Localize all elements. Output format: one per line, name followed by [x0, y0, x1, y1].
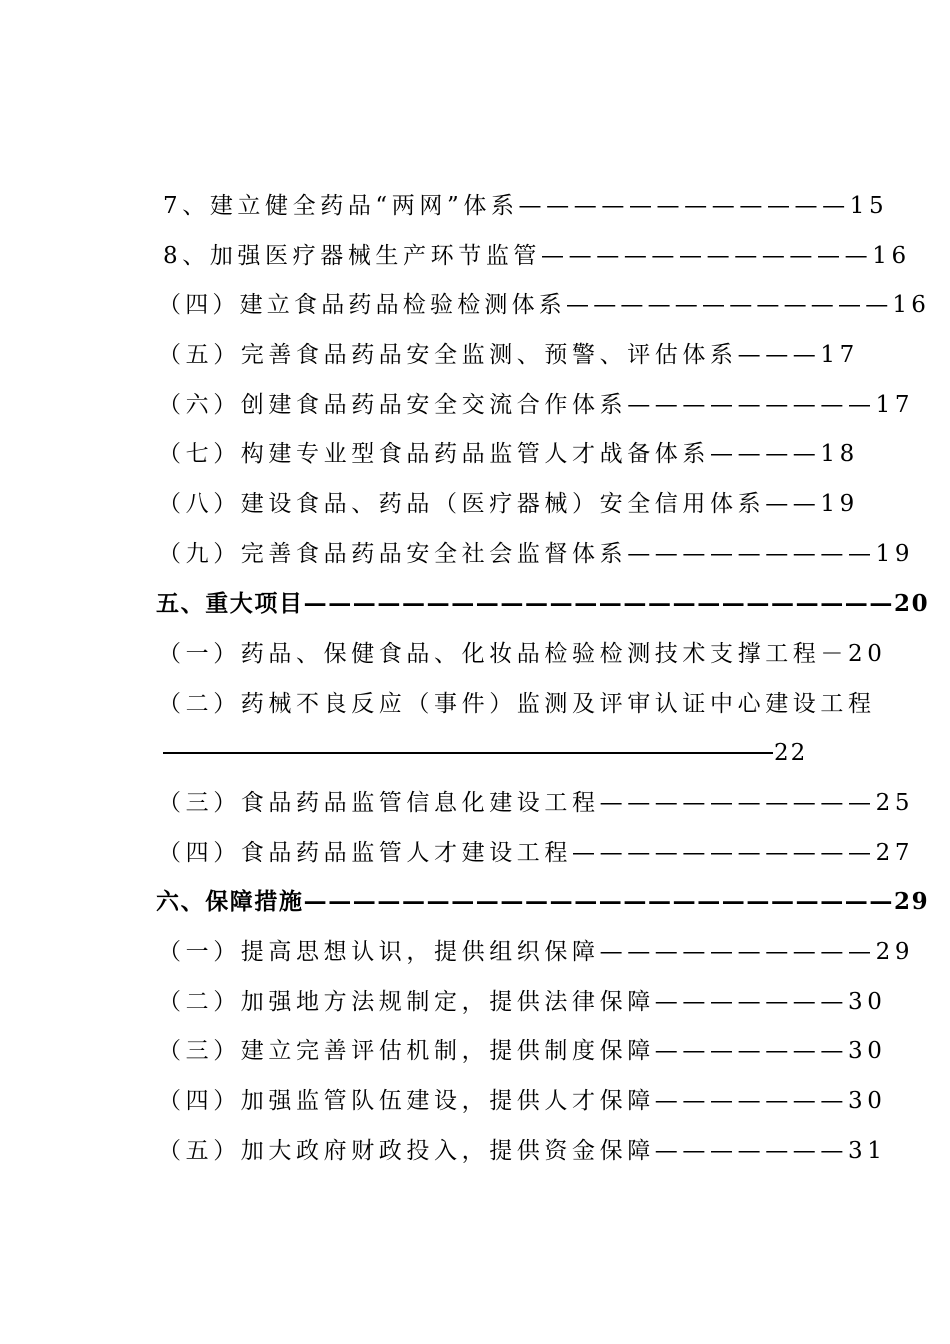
toc-entry: （四）建立食品药品检验检测体系————————————16 [158, 292, 931, 318]
toc-entry: （五）加大政府财政投入，提供资金保障———————31 [158, 1138, 887, 1164]
toc-section-heading: 六、保障措施————————————————————————29 [156, 888, 930, 915]
toc-entry: （五）完善食品药品安全监测、预警、评估体系———17 [158, 342, 859, 368]
toc-entry: （三）建立完善评估机制，提供制度保障———————30 [158, 1038, 887, 1064]
toc-entry: （九）完善食品药品安全社会监督体系—————————19 [158, 541, 915, 567]
toc-entry: （四）加强监管队伍建设，提供人才保障———————30 [158, 1088, 887, 1114]
toc-entry: （四）食品药品监管人才建设工程———————————27 [158, 840, 915, 866]
toc-entry: 8、加强医疗器械生产环节监管————————————16 [163, 243, 911, 269]
toc-entry: （一）提高思想认识，提供组织保障——————————29 [158, 939, 915, 965]
toc-page-number: 22 [774, 740, 808, 766]
toc-section-heading: 五、重大项目————————————————————————20 [156, 590, 930, 617]
toc-entry: （一）药品、保健食品、化妆品检验检测技术支撑工程－20 [158, 641, 887, 667]
toc-entry: （三）食品药品监管信息化建设工程——————————25 [158, 790, 915, 816]
toc-entry: 7、建立健全药品“两网”体系————————————15 [163, 193, 889, 219]
leader-rule [163, 752, 773, 754]
toc-entry: （二）加强地方法规制定，提供法律保障———————30 [158, 989, 887, 1015]
toc-entry: （二）药械不良反应（事件）监测及评审认证中心建设工程 [158, 691, 876, 717]
toc-entry: （七）构建专业型食品药品监管人才战备体系————18 [158, 441, 859, 467]
toc-entry: （八）建设食品、药品（医疗器械）安全信用体系——19 [158, 491, 859, 517]
toc-entry: （六）创建食品药品安全交流合作体系—————————17 [158, 392, 915, 418]
